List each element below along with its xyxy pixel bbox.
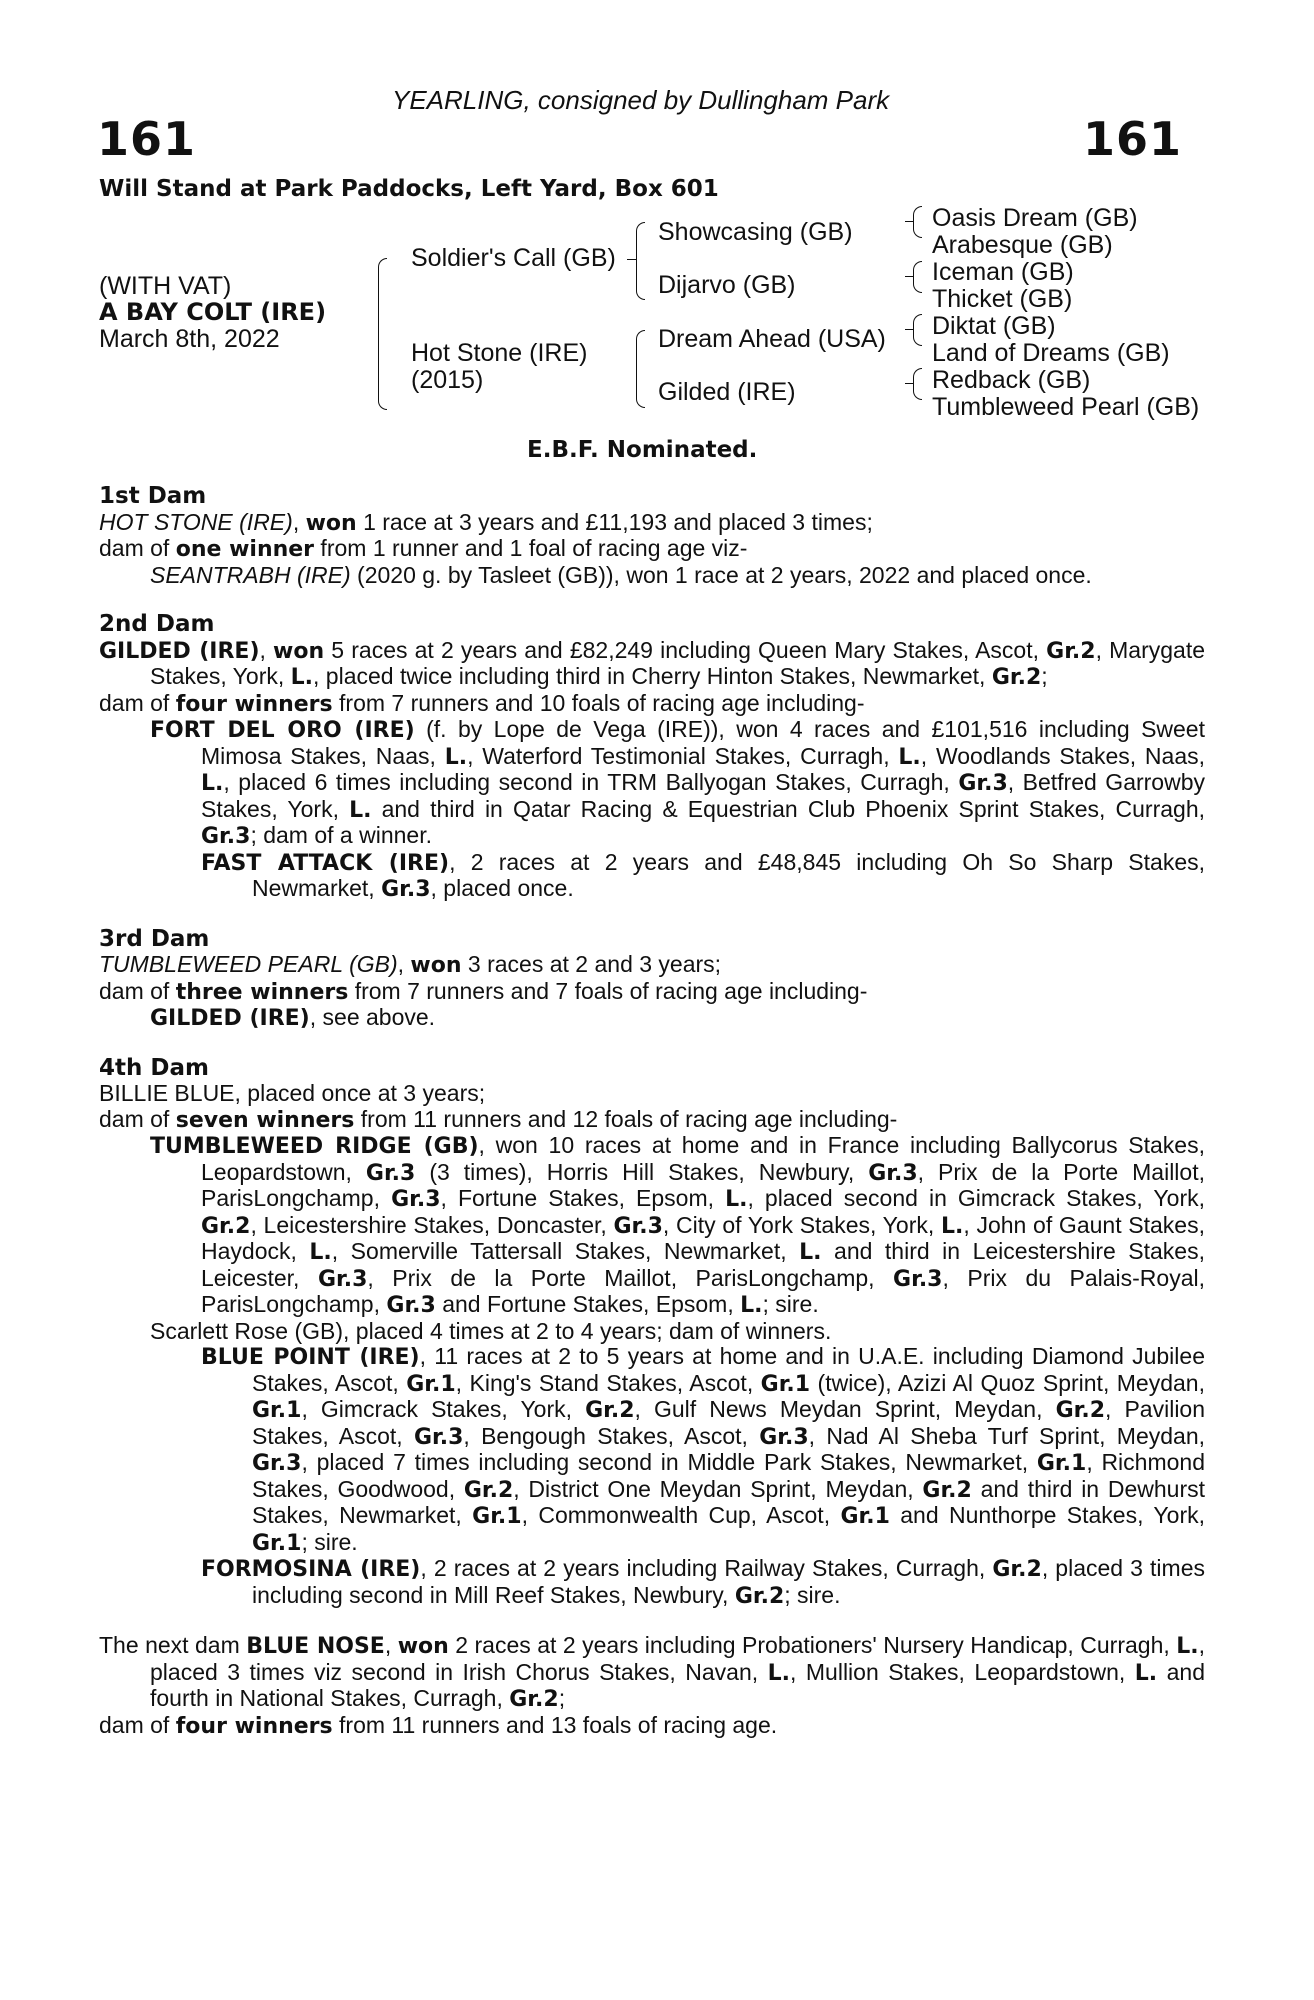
pedigree-brace-notch bbox=[627, 259, 636, 260]
great-grandparent-5: Diktat (GB) bbox=[932, 312, 1056, 340]
text: , King's Stand Stakes, Ascot, bbox=[455, 1369, 761, 1396]
second-dam-name: GILDED (IRE) bbox=[99, 638, 260, 664]
won-label: won bbox=[305, 510, 357, 536]
fourth-dam-produce bbox=[99, 1107, 1205, 1134]
fourth-dam-record: BILLIE BLUE, placed once at 3 years; bbox=[99, 1080, 486, 1106]
text: The next dam bbox=[99, 1632, 247, 1658]
text: , placed once. bbox=[430, 875, 574, 901]
listed-label: L. bbox=[799, 1240, 822, 1265]
great-grandparent-1: Oasis Dream (GB) bbox=[932, 204, 1138, 232]
text: 5 races at 2 years and £82,249 including Queen Mary Stakes, Ascot, bbox=[324, 636, 1047, 663]
text: , placed 3 times viz second in Irish Chorus Stakes, Navan, bbox=[150, 1632, 1205, 1685]
text: , Mullion Stakes, Leopardstown, bbox=[790, 1658, 1135, 1685]
text: , Gimcrack Stakes, York, bbox=[301, 1396, 586, 1422]
text: , bbox=[384, 1632, 398, 1658]
text: , Somerville Tattersall Stakes, Newmarket, bbox=[331, 1238, 800, 1264]
second-dam-record: GILDED (IRE), won 5 races at 2 years and £82,249 including Queen Mary Stakes, Ascot, Gr.2, Marygate Stakes, York, L., placed twice including third in Cherry Hinton Stakes, Newmarket, Gr.2; bbox=[99, 636, 1206, 690]
text: from 1 runner and 1 foal of racing age viz- bbox=[314, 535, 748, 561]
text: from 7 runners and 7 foals of racing age including- bbox=[348, 977, 868, 1004]
grade-label: Gr.2 bbox=[463, 1477, 514, 1503]
grade-label: Gr.2 bbox=[585, 1398, 635, 1423]
dam-year: (2015) bbox=[411, 366, 484, 394]
text: ; sire. bbox=[762, 1291, 819, 1317]
pedigree-brace bbox=[636, 222, 645, 300]
text: dam of bbox=[99, 1105, 176, 1132]
text: , Gulf News Meydan Sprint, Meydan, bbox=[634, 1396, 1056, 1422]
great-grandparent-6: Land of Dreams (GB) bbox=[932, 339, 1170, 367]
text: dam of bbox=[99, 1711, 176, 1738]
text: , placed twice including third in Cherry Hinton Stakes, Newmarket, bbox=[313, 663, 992, 689]
grade-label: Gr.3 bbox=[958, 771, 1008, 796]
grade-label: Gr.3 bbox=[381, 877, 431, 902]
progeny-name: FAST ATTACK (IRE) bbox=[201, 850, 450, 876]
grade-label: Gr.1 bbox=[840, 1504, 890, 1529]
grade-label: Gr.2 bbox=[1055, 1398, 1105, 1423]
fourth-dam-progeny-2: Scarlett Rose (GB), placed 4 times at 2 to 4 years; dam of winners. bbox=[150, 1317, 832, 1344]
text: and third in Qatar Racing & Equestrian Club Phoenix Sprint Stakes, Curragh, bbox=[371, 795, 1205, 822]
grade-label: Gr.3 bbox=[613, 1213, 663, 1239]
third-dam-progeny-1 bbox=[99, 1005, 1205, 1032]
text: , District One Meydan Sprint, Meydan, bbox=[513, 1475, 923, 1502]
lot-number-right: 161 bbox=[1083, 112, 1183, 166]
grade-label: Gr.3 bbox=[365, 1160, 416, 1186]
listed-label: L. bbox=[898, 744, 921, 770]
text: , Pavilion Stakes, Ascot, bbox=[252, 1396, 1206, 1449]
listed-label: L. bbox=[444, 744, 468, 770]
third-dam-record: TUMBLEWEED PEARL (GB), won 3 races at 2 and 3 years; bbox=[99, 951, 722, 978]
pedigree-brace bbox=[913, 206, 922, 238]
grade-label: Gr.1 bbox=[252, 1530, 302, 1556]
text: from 7 runners and 10 foals of racing age including- bbox=[332, 689, 865, 716]
text: 2 races at 2 years including Probationers' Nursery Handicap, Curragh, bbox=[448, 1632, 1177, 1658]
grade-label: Gr.2 bbox=[1046, 638, 1096, 664]
listed-label: L. bbox=[767, 1660, 791, 1686]
progeny-name: FORMOSINA (IRE) bbox=[201, 1557, 421, 1582]
grade-label: Gr.1 bbox=[406, 1371, 456, 1397]
text: , John of Gaunt Stakes, Haydock, bbox=[201, 1211, 1205, 1264]
text: , Richmond Stakes, Goodwood, bbox=[252, 1449, 1205, 1502]
text: and Fortune Stakes, Epsom, bbox=[435, 1291, 741, 1317]
text: , Prix du Palais-Royal, ParisLongchamp, bbox=[201, 1264, 1206, 1317]
grade-label: Gr.3 bbox=[893, 1266, 943, 1292]
won-label: won bbox=[397, 1634, 449, 1659]
listed-label: L. bbox=[940, 1213, 964, 1239]
ebf-nominated: E.B.F. Nominated. bbox=[527, 437, 758, 463]
sire-dam: Dijarvo (GB) bbox=[658, 271, 796, 299]
subject-name: A BAY COLT (IRE) bbox=[99, 298, 327, 326]
second-dam-progeny-2 bbox=[99, 850, 1205, 903]
listed-label: L. bbox=[201, 771, 224, 796]
text: , Prix de la Porte Maillot, ParisLongchamp, bbox=[201, 1158, 1205, 1211]
text: and third in Leicestershire Stakes, Leicester, bbox=[201, 1238, 1205, 1291]
text: from 11 runners and 13 foals of racing age. bbox=[332, 1711, 778, 1738]
text: , Betfred Garrowby Stakes, York, bbox=[201, 769, 1205, 822]
winners-count: three winners bbox=[175, 979, 349, 1005]
grade-label: Gr.3 bbox=[252, 1451, 302, 1476]
text: , won 10 races at home and in France including Ballycorus Stakes, Leopardstown, bbox=[201, 1132, 1205, 1185]
second-dam-heading: 2nd Dam bbox=[99, 611, 215, 637]
grade-label: Gr.1 bbox=[472, 1504, 522, 1529]
second-dam-progeny-1 bbox=[99, 717, 1205, 850]
progeny-name: FORT DEL ORO (IRE) bbox=[150, 718, 415, 743]
grade-label: Gr.3 bbox=[391, 1187, 441, 1212]
dam-sire: Dream Ahead (USA) bbox=[658, 325, 886, 353]
text: and Nunthorpe Stakes, York, bbox=[889, 1502, 1205, 1528]
listed-label: L. bbox=[725, 1187, 748, 1212]
third-dam-name: TUMBLEWEED PEARL (GB) bbox=[99, 951, 398, 977]
listed-label: L. bbox=[740, 1293, 763, 1318]
pedigree-brace-notch bbox=[905, 383, 914, 384]
text: and fourth in National Stakes, Curragh, bbox=[150, 1658, 1206, 1711]
fourth-dam-progeny-1 bbox=[99, 1133, 1205, 1319]
winners-count: four winners bbox=[175, 1713, 333, 1739]
text: ; sire. bbox=[784, 1581, 841, 1608]
great-grandparent-4: Thicket (GB) bbox=[932, 285, 1073, 313]
text: , placed 3 times including second in Mill Reef Stakes, Newbury, bbox=[252, 1555, 1205, 1608]
pedigree-brace bbox=[636, 330, 645, 408]
great-grandparent-7: Redback (GB) bbox=[932, 366, 1091, 394]
text: 3 races at 2 and 3 years; bbox=[461, 951, 722, 977]
first-dam-name: HOT STONE (IRE) bbox=[99, 508, 293, 535]
pedigree-brace-notch bbox=[905, 276, 914, 277]
lot-number-left: 161 bbox=[97, 112, 197, 166]
text: from 11 runners and 12 foals of racing age including- bbox=[354, 1105, 898, 1132]
third-dam-heading: 3rd Dam bbox=[99, 925, 210, 952]
text: (3 times), Horris Hill Stakes, Newbury, bbox=[415, 1158, 869, 1185]
text: dam of bbox=[99, 977, 176, 1004]
text: , Waterford Testimonial Stakes, Curragh, bbox=[467, 742, 899, 769]
grade-label: Gr.3 bbox=[759, 1424, 809, 1450]
text: , Marygate Stakes, York, bbox=[150, 636, 1206, 689]
grade-label: Gr.3 bbox=[413, 1424, 464, 1450]
grade-label: Gr.2 bbox=[991, 665, 1042, 690]
text: (twice), Azizi Al Quoz Sprint, Meydan, bbox=[810, 1369, 1205, 1396]
pedigree-brace bbox=[913, 261, 922, 293]
grade-label: Gr.2 bbox=[992, 1557, 1042, 1582]
dam-name: Hot Stone (IRE) bbox=[411, 339, 588, 367]
text: , placed 6 times including second in TRM Ballyogan Stakes, Curragh, bbox=[223, 769, 959, 795]
next-dam-name: BLUE NOSE bbox=[246, 1634, 385, 1659]
text: , Prix de la Porte Maillot, ParisLongchamp, bbox=[367, 1264, 894, 1291]
grade-label: Gr.3 bbox=[201, 824, 251, 849]
text: , Nad Al Sheba Turf Sprint, Meydan, bbox=[808, 1422, 1205, 1449]
winners-count: four winners bbox=[175, 691, 333, 717]
progeny-name: BLUE POINT (IRE) bbox=[201, 1345, 420, 1370]
listed-label: L. bbox=[349, 797, 372, 823]
grade-label: Gr.3 bbox=[317, 1266, 368, 1292]
catalogue-body bbox=[99, 484, 1205, 1739]
text: ; sire. bbox=[301, 1528, 358, 1555]
pedigree-brace bbox=[378, 258, 387, 410]
grade-label: Gr.2 bbox=[509, 1687, 559, 1712]
pedigree-brace bbox=[913, 314, 922, 346]
grade-label: Gr.3 bbox=[868, 1160, 918, 1186]
great-grandparent-8: Tumbleweed Pearl (GB) bbox=[932, 393, 1200, 421]
dam-dam: Gilded (IRE) bbox=[658, 378, 796, 406]
text: , placed 7 times including second in Middle Park Stakes, Newmarket, bbox=[301, 1449, 1037, 1475]
next-dam-produce bbox=[99, 1713, 1205, 1740]
grade-label: Gr.3 bbox=[386, 1293, 436, 1318]
vat-label: (WITH VAT) bbox=[99, 272, 232, 300]
listed-label: L. bbox=[1134, 1660, 1158, 1686]
text: , Woodlands Stakes, Naas, bbox=[920, 742, 1205, 769]
text: (2020 g. by Tasleet (GB)), won 1 race at 2 years, 2022 and placed once. bbox=[350, 561, 1092, 588]
text: dam of bbox=[99, 535, 176, 561]
sire-name: Soldier's Call (GB) bbox=[411, 244, 616, 272]
text: and third in Dewhurst Stakes, Newmarket, bbox=[252, 1475, 1205, 1528]
progeny-name: TUMBLEWEED RIDGE (GB) bbox=[150, 1134, 479, 1159]
won-label: won bbox=[410, 953, 462, 978]
winners-count: one winner bbox=[175, 537, 315, 562]
grade-label: Gr.1 bbox=[1036, 1451, 1087, 1476]
listed-label: L. bbox=[1176, 1634, 1199, 1659]
text: , see above. bbox=[309, 1004, 436, 1030]
listed-label: L. bbox=[309, 1240, 332, 1265]
first-dam-progeny-1 bbox=[99, 563, 1205, 589]
grade-label: Gr.1 bbox=[252, 1398, 302, 1423]
third-dam-produce bbox=[99, 979, 1205, 1006]
great-grandparent-2: Arabesque (GB) bbox=[932, 231, 1113, 259]
text: , 2 races at 2 years including Railway Stakes, Curragh, bbox=[420, 1555, 993, 1581]
progeny-name: GILDED (IRE) bbox=[150, 1006, 310, 1031]
text: ; bbox=[558, 1685, 566, 1711]
subject-dob: March 8th, 2022 bbox=[99, 325, 280, 353]
fourth-dam-heading: 4th Dam bbox=[99, 1054, 209, 1081]
text: (f. by Lope de Vega (IRE)), won 4 races and £101,516 including Sweet Mimosa Stakes, Naas, bbox=[201, 716, 1205, 769]
text: , City of York Stakes, York, bbox=[662, 1211, 941, 1238]
listed-label: L. bbox=[290, 665, 314, 690]
first-dam-produce bbox=[99, 536, 1205, 563]
sire-sire: Showcasing (GB) bbox=[658, 218, 853, 246]
next-dam-record bbox=[99, 1633, 1205, 1713]
winners-count: seven winners bbox=[175, 1107, 355, 1133]
grade-label: Gr.2 bbox=[201, 1213, 251, 1239]
text: , Bengough Stakes, Ascot, bbox=[463, 1422, 760, 1449]
text: , Fortune Stakes, Epsom, bbox=[440, 1185, 726, 1211]
grade-label: Gr.1 bbox=[760, 1371, 811, 1397]
grade-label: Gr.2 bbox=[734, 1583, 785, 1609]
text: , 11 races at 2 to 5 years at home and in U.A.E. including Diamond Jubilee Stakes, Ascot, bbox=[252, 1343, 1205, 1396]
consignment-line: YEARLING, consigned by Dullingham Park bbox=[392, 85, 890, 115]
fourth-dam-progeny-4 bbox=[99, 1556, 1205, 1609]
first-dam-record: HOT STONE (IRE), won 1 race at 3 years and £11,193 and placed 3 times; bbox=[99, 508, 873, 536]
text: , 2 races at 2 years and £48,845 including Oh So Sharp Stakes, Newmarket, bbox=[252, 848, 1206, 901]
pedigree-brace bbox=[913, 368, 922, 400]
first-dam-heading: 1st Dam bbox=[99, 483, 207, 509]
text: ; bbox=[1041, 663, 1048, 689]
record-text: 1 race at 3 years and £11,193 and placed 3 times; bbox=[356, 508, 873, 535]
fourth-dam-progeny-3 bbox=[99, 1344, 1205, 1556]
won-label: won bbox=[273, 638, 325, 664]
text: , Commonwealth Cup, Ascot, bbox=[521, 1502, 841, 1528]
great-grandparent-3: Iceman (GB) bbox=[932, 258, 1074, 286]
second-dam-produce bbox=[99, 691, 1205, 718]
text: dam of bbox=[99, 689, 176, 716]
pedigree-brace-notch bbox=[905, 329, 914, 330]
pedigree-brace-notch bbox=[905, 221, 914, 222]
text: , placed second in Gimcrack Stakes, York, bbox=[747, 1185, 1205, 1211]
progeny-name: SEANTRABH (IRE) bbox=[150, 561, 351, 588]
text: , Leicestershire Stakes, Doncaster, bbox=[250, 1211, 614, 1238]
text: ; dam of a winner. bbox=[250, 822, 432, 848]
grade-label: Gr.2 bbox=[922, 1477, 972, 1503]
stand-location: Will Stand at Park Paddocks, Left Yard, Box 601 bbox=[99, 176, 719, 202]
